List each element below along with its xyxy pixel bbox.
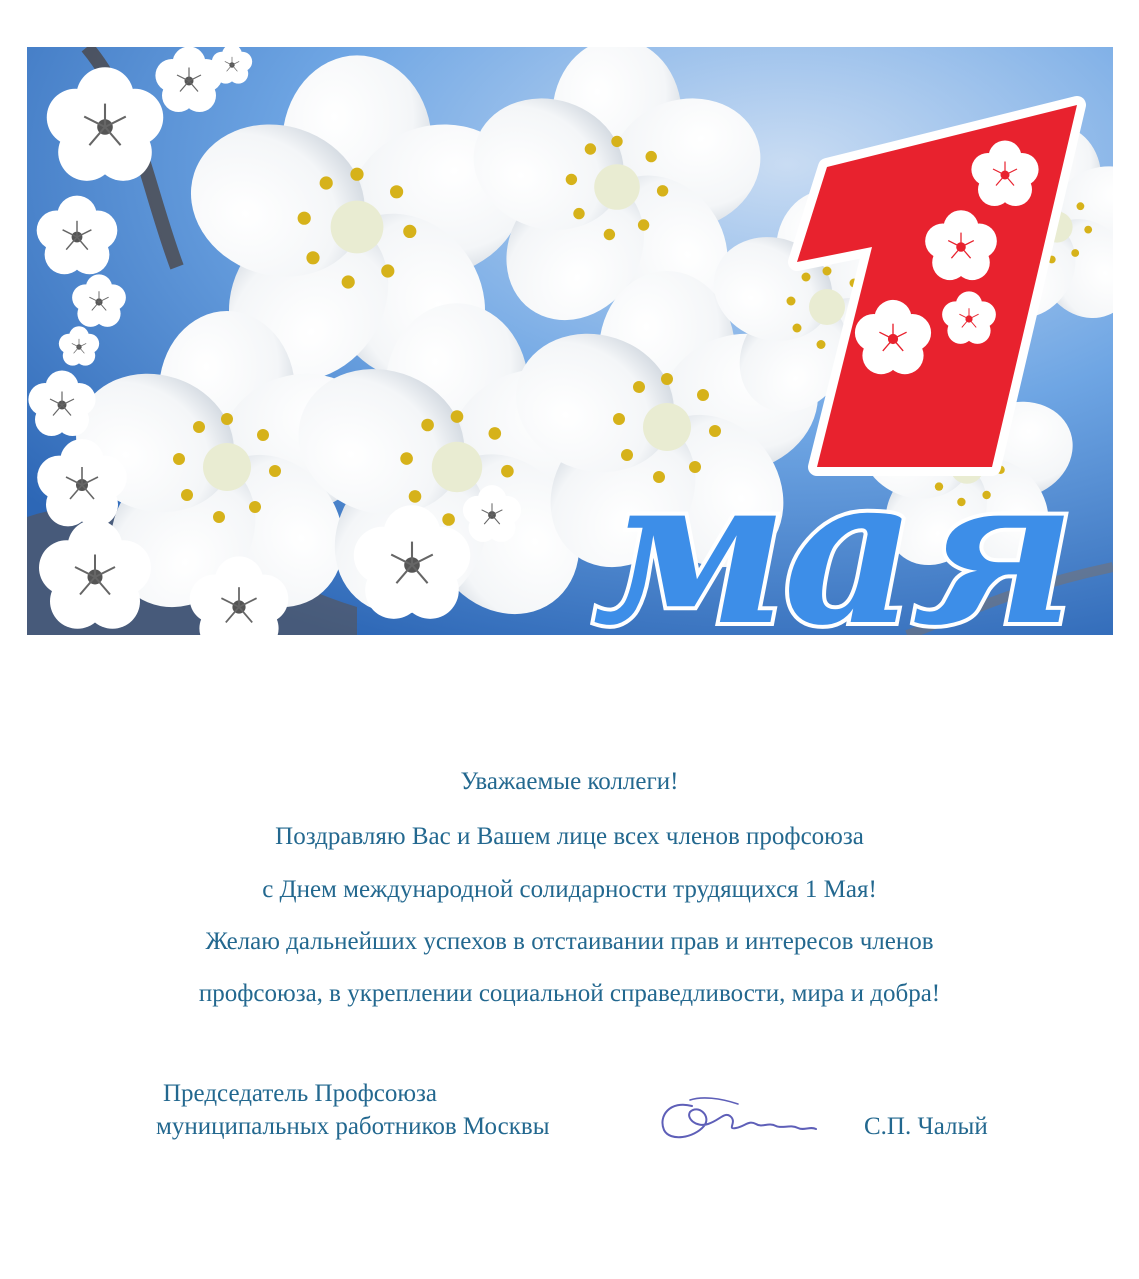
handwritten-signature	[650, 1094, 825, 1148]
holiday-banner	[27, 47, 1113, 635]
salutation: Уважаемые коллеги!	[460, 768, 679, 795]
signer-title-line1: Председатель Профсоюза	[163, 1080, 438, 1107]
blossom-illustration	[27, 47, 1113, 635]
greeting-line: Желаю дальнейших успехов в отстаивании прав и интересов членов	[205, 928, 934, 955]
greeting-line: с Днем международной солидарности трудящихся 1 Мая!	[262, 876, 877, 903]
month-word: мая	[592, 431, 1072, 635]
greeting-line: Поздравляю Вас и Вашем лице всех членов профсоюза	[275, 823, 864, 850]
signer-title-line2: муниципальных работников Москвы	[156, 1113, 550, 1140]
signer-name: С.П. Чалый	[864, 1113, 988, 1140]
greeting-line: профсоюза, в укреплении социальной справедливости, мира и добра!	[198, 980, 941, 1007]
